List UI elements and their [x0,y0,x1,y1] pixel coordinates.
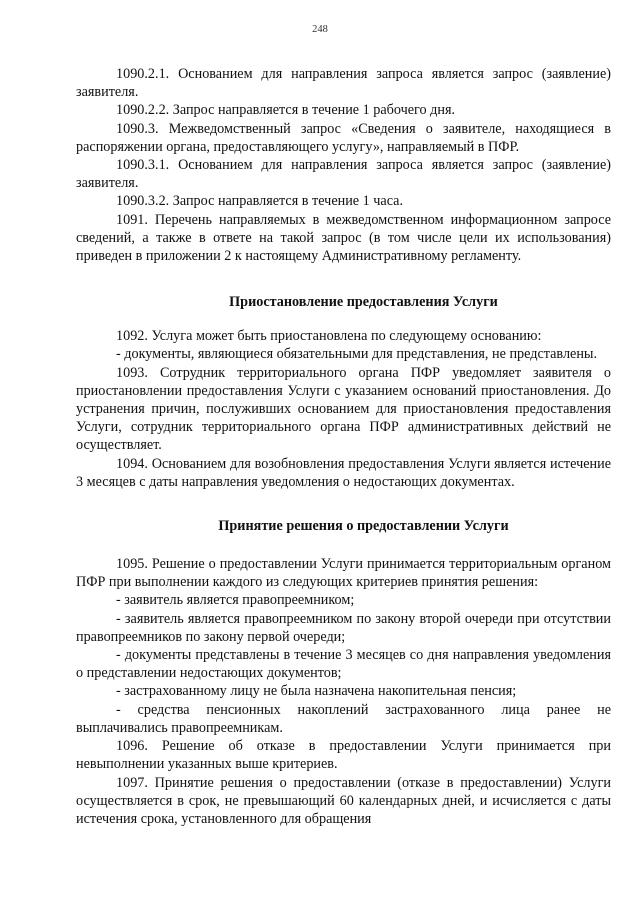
page-content [76,65,611,828]
criteria-item: - средства пенсионных накоплений застрахованного лица ранее не выплачивались правопреемникам. [76,701,611,736]
paragraph-1090-3: 1090.3. Межведомственный запрос «Сведения о заявителе, находящиеся в распоряжении органа, предоставляющего услугу», направляемый в ПФР. [76,120,611,155]
section-heading-suspension: Приостановление предоставления Услуги [229,294,498,311]
criteria-item: - документы представлены в течение 3 месяцев со дня направления уведомления о представлении недостающих документов; [76,647,611,682]
list-item-documents-not-provided: - документы, являющиеся обязательными для представления, не представлены. [116,346,597,363]
section-heading-decision: Принятие решения о предоставлении Услуги [218,518,509,535]
paragraph-1093: 1093. Сотрудник территориального органа ПФР уведомляет заявителя о приостановлении предоставления Услуги с указанием оснований приостановления. До устранения причин, послуживших основанием для приостановления предоставления Услуги, сотрудник территориального органа ПФР административных действий не осуществляет. [76,364,611,454]
paragraph-1091: 1091. Перечень направляемых в межведомственном информационном запросе сведений, а также в ответе на такой запрос (в том числе цели их использования) приведен в приложении 2 к настоящему Административному регламенту. [76,211,611,265]
criteria-item: - застрахованному лицу не была назначена накопительная пенсия; [116,683,517,700]
paragraph-1095: 1095. Решение о предоставлении Услуги принимается территориальным органом ПФР при выполнении каждого из следующих критериев принятия решения: [76,556,611,591]
paragraph-1090-3-1: 1090.3.1. Основанием для направления запроса является запрос (заявление) заявителя. [76,157,611,192]
criteria-item: - заявитель является правопреемником; [116,592,355,609]
paragraph-1090-2-2: 1090.2.2. Запрос направляется в течение 1 рабочего дня. [116,102,456,119]
paragraph-1096: 1096. Решение об отказе в предоставлении Услуги принимается при невыполнении указанных выше критериев. [76,738,611,773]
paragraph-1092: 1092. Услуга может быть приостановлена по следующему основанию: [116,328,542,345]
paragraph-1090-2-1: 1090.2.1. Основанием для направления запроса является запрос (заявление) заявителя. [76,66,611,101]
paragraph-1090-3-2: 1090.3.2. Запрос направляется в течение 1 часа. [116,193,404,210]
criteria-item: - заявитель является правопреемником по закону второй очереди при отсутствии правопреемников по закону первой очереди; [76,610,611,645]
page-number: 248 [312,24,328,35]
paragraph-1094: 1094. Основанием для возобновления предоставления Услуги является истечение 3 месяцев с даты направления уведомления о недостающих документах. [76,455,611,490]
paragraph-1097: 1097. Принятие решения о предоставлении (отказе в предоставлении) Услуги осуществляется в срок, не превышающий 60 календарных дней, и исчисляется с даты истечения срока, установленного для обращения [76,774,611,827]
